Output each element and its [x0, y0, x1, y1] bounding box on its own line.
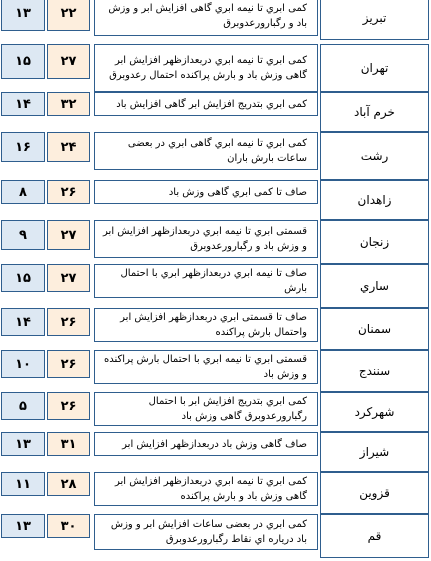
forecast-description: صاف گاهی وزش باد دربعدازظهر افزایش ابر: [94, 432, 318, 456]
max-temp-cell: ۲۷: [47, 44, 90, 79]
max-temp-cell: ۲۶: [47, 308, 90, 336]
max-temp-cell: ۲۶: [47, 350, 90, 378]
forecast-description: کمی ابري تا نیمه ابري دربعدازظهر افزایش ابر گاهی وزش باد و بارش پراکنده احتمال رعدوبرق: [94, 44, 318, 92]
city-name: قزوین: [320, 472, 429, 514]
max-temp-cell: ۲۶: [47, 180, 90, 204]
max-temp-cell: ۲۲: [47, 0, 90, 31]
city-name: زنجان: [320, 220, 429, 264]
forecast-description: قسمتی ابري تا نیمه ابري با احتمال بارش پراکنده و وزش باد: [94, 350, 318, 384]
min-temp-cell: ۱۵: [1, 44, 45, 79]
table-row: [1, 350, 429, 392]
table-row: [1, 392, 429, 432]
forecast-description: کمی ابري تا نیمه ابري گاهی ابري در بعضی ساعات بارش باران: [94, 132, 318, 170]
max-temp-cell: ۳۰: [47, 514, 90, 538]
max-temp-cell: ۲۷: [47, 264, 90, 292]
min-temp-cell: ۱۳: [1, 432, 45, 456]
table-row: [1, 472, 429, 514]
max-temp-cell: ۲۴: [47, 132, 90, 162]
forecast-description: کمی ابري در بعضی ساعات افزایش ابر و وزش باد دریاره اي نقاط رگبارو‌رعدوبرق: [94, 514, 318, 550]
max-temp-cell: ۳۲: [47, 92, 90, 116]
min-temp-cell: ۱۶: [1, 132, 45, 162]
forecast-description: کمی ابري تا نیمه ابري دربعدازظهر افزایش ابر گاهی وزش باد و بارش پراکنده: [94, 472, 318, 506]
table-row: [1, 92, 429, 132]
table-row: [1, 432, 429, 472]
city-name: خرم آباد: [320, 92, 429, 132]
forecast-description: صاف تا قسمتی ابري دربعدازظهر افزایش ابر واحتمال بارش پراکنده: [94, 308, 318, 342]
city-name: شیراز: [320, 432, 429, 472]
max-temp-cell: ۲۸: [47, 472, 90, 496]
forecast-description: صاف تا نیمه ابري دربعدازظهر ابري با احتمال بارش: [94, 264, 318, 298]
table-row: [1, 308, 429, 350]
city-name: سنندج: [320, 350, 429, 392]
city-name: ساري: [320, 264, 429, 308]
table-row: [1, 0, 429, 40]
table-row: [1, 132, 429, 180]
min-temp-cell: ۱۰: [1, 350, 45, 378]
min-temp-cell: ۸: [1, 180, 45, 204]
forecast-description: قسمتی ابري تا نیمه ابري دربعدازظهر افزایش ابر و وزش باد و رگبارو‌رعدوبرق: [94, 220, 318, 258]
table-row: [1, 514, 429, 558]
min-temp-cell: ۱۴: [1, 308, 45, 336]
city-name: قم: [320, 514, 429, 558]
city-name: شهرکرد: [320, 392, 429, 432]
table-row: [1, 180, 429, 220]
min-temp-cell: ۱۳: [1, 0, 45, 31]
table-row: [1, 44, 429, 92]
city-name: رشت: [320, 132, 429, 180]
city-name: زاهدان: [320, 180, 429, 220]
max-temp-cell: ۳۱: [47, 432, 90, 456]
min-temp-cell: ۱۴: [1, 92, 45, 116]
min-temp-cell: ۱۵: [1, 264, 45, 292]
forecast-description: کمی ابري بتدریج افزایش ابر گاهی افزایش باد: [94, 92, 318, 116]
min-temp-cell: ۱۱: [1, 472, 45, 496]
city-name: سمنان: [320, 308, 429, 350]
forecast-description: کمی ابري بتدریج افزایش ابر با احتمال رگبارو‌رعدوبرق گاهی وزش باد: [94, 392, 318, 426]
min-temp-cell: ۹: [1, 220, 45, 250]
forecast-description: کمی ابري تا نیمه ابري گاهی افزایش ابر و وزش باد و رگبارو‌رعدوبرق: [94, 0, 318, 36]
city-name: تهران: [320, 44, 429, 92]
max-temp-cell: ۲۶: [47, 392, 90, 420]
forecast-description: صاف تا کمی ابري گاهی وزش باد: [94, 180, 318, 204]
table-row: [1, 264, 429, 308]
min-temp-cell: ۱۳: [1, 514, 45, 538]
city-name: تبریز: [320, 0, 429, 40]
max-temp-cell: ۲۷: [47, 220, 90, 250]
min-temp-cell: ۵: [1, 392, 45, 420]
table-row: [1, 220, 429, 264]
